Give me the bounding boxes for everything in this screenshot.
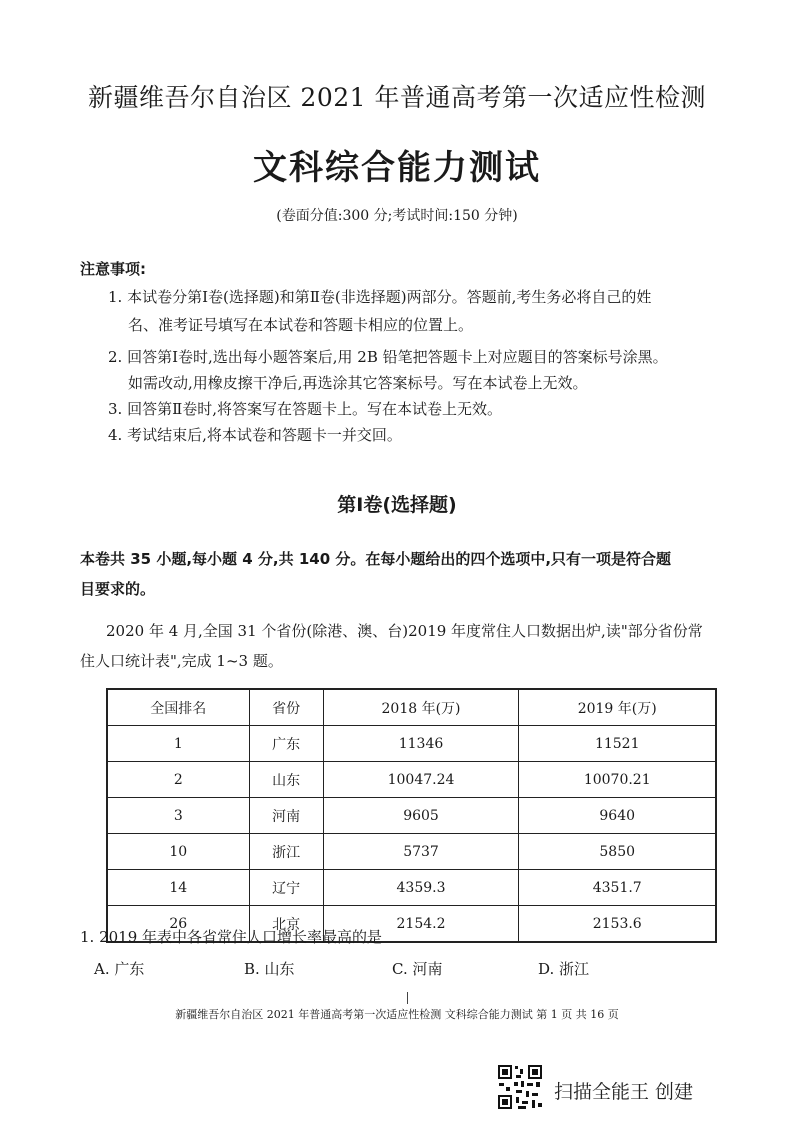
- scanner-watermark: 扫描全能王 创建: [554, 1081, 694, 1103]
- rank-cell: 10: [107, 834, 249, 870]
- notice-heading: 注意事项:: [80, 260, 146, 278]
- table-header-row: [107, 689, 716, 726]
- passage-line-1: 2020 年 4 月,全国 31 个省份(除港、澳、台)2019 年度常住人口数据出炉,读"部分省份常: [106, 622, 703, 640]
- page-footer: 新疆维吾尔自治区 2021 年普通高考第一次适应性检测 文科综合能力测试 第 1 页 共 16 页: [175, 1008, 619, 1021]
- option-d: D. 浙江: [538, 960, 590, 978]
- subject-title: 文科综合能力测试: [253, 148, 541, 188]
- province-cell: 广东: [249, 726, 323, 762]
- notice-item-4: 4. 考试结束后,将本试卷和答题卡一并交回。: [108, 426, 402, 444]
- province-cell: 河南: [249, 798, 323, 834]
- qr-code-icon: [496, 1063, 544, 1111]
- rank-cell: 14: [107, 870, 249, 906]
- value-2019-cell: 9640: [519, 798, 716, 834]
- question-1-stem: 1. 2019 年表中各省常住人口增长率最高的是: [80, 928, 383, 946]
- score-info: (卷面分值:300 分;考试时间:150 分钟): [276, 208, 518, 224]
- rank-cell: 2: [107, 762, 249, 798]
- table-row: [107, 870, 716, 906]
- province-cell: 辽宁: [249, 870, 323, 906]
- value-2018-cell: 4359.3: [323, 870, 519, 906]
- table-row: [107, 834, 716, 870]
- table-row: [107, 726, 716, 762]
- value-2019-cell: 5850: [519, 834, 716, 870]
- value-2019-cell: 4351.7: [519, 870, 716, 906]
- value-2018-cell: 9605: [323, 798, 519, 834]
- table-row: [107, 762, 716, 798]
- notice-item-1-cont: 名、准考证号填写在本试卷和答题卡相应的位置上。: [128, 316, 474, 334]
- notice-item-2-cont: 如需改动,用橡皮擦干净后,再选涂其它答案标号。写在本试卷上无效。: [128, 374, 588, 392]
- value-2018-cell: 5737: [323, 834, 519, 870]
- value-2019-cell: 2153.6: [519, 906, 716, 943]
- province-cell: 浙江: [249, 834, 323, 870]
- province-cell: 北京: [249, 906, 323, 943]
- value-2019-cell: 11521: [519, 726, 716, 762]
- rank-cell: 3: [107, 798, 249, 834]
- option-b: B. 山东: [244, 960, 295, 978]
- province-cell: 山东: [249, 762, 323, 798]
- section-title: 第Ⅰ卷(选择题): [337, 494, 457, 516]
- table-header-cell: 全国排名: [107, 689, 249, 726]
- section-intro-line-2: 目要求的。: [80, 580, 156, 598]
- value-2018-cell: 10047.24: [323, 762, 519, 798]
- option-c: C. 河南: [392, 960, 443, 978]
- rank-cell: 1: [107, 726, 249, 762]
- table-header-cell: 省份: [249, 689, 323, 726]
- passage-line-2: 住人口统计表",完成 1~3 题。: [80, 652, 283, 670]
- table-header-cell: 2019 年(万): [519, 689, 716, 726]
- table-row: [107, 798, 716, 834]
- section-intro-line-1: 本卷共 35 小题,每小题 4 分,共 140 分。在每小题给出的四个选项中,只有一项是符合题: [80, 550, 672, 568]
- notice-item-2: 2. 回答第Ⅰ卷时,选出每小题答案后,用 2B 铅笔把答题卡上对应题目的答案标号涂黑。: [108, 348, 668, 366]
- notice-item-1: 1. 本试卷分第Ⅰ卷(选择题)和第Ⅱ卷(非选择题)两部分。答题前,考生务必将自己的姓: [108, 288, 652, 306]
- value-2018-cell: 11346: [323, 726, 519, 762]
- notice-item-3: 3. 回答第Ⅱ卷时,将答案写在答题卡上。写在本试卷上无效。: [108, 400, 503, 418]
- value-2018-cell: 2154.2: [323, 906, 519, 943]
- exam-title: 新疆维吾尔自治区 2021 年普通高考第一次适应性检测: [87, 83, 707, 112]
- population-table: [106, 688, 717, 943]
- rank-cell: 26: [107, 906, 249, 943]
- footer-divider: [407, 992, 408, 1004]
- option-a: A. 广东: [94, 960, 145, 978]
- table-header-cell: 2018 年(万): [323, 689, 519, 726]
- value-2019-cell: 10070.21: [519, 762, 716, 798]
